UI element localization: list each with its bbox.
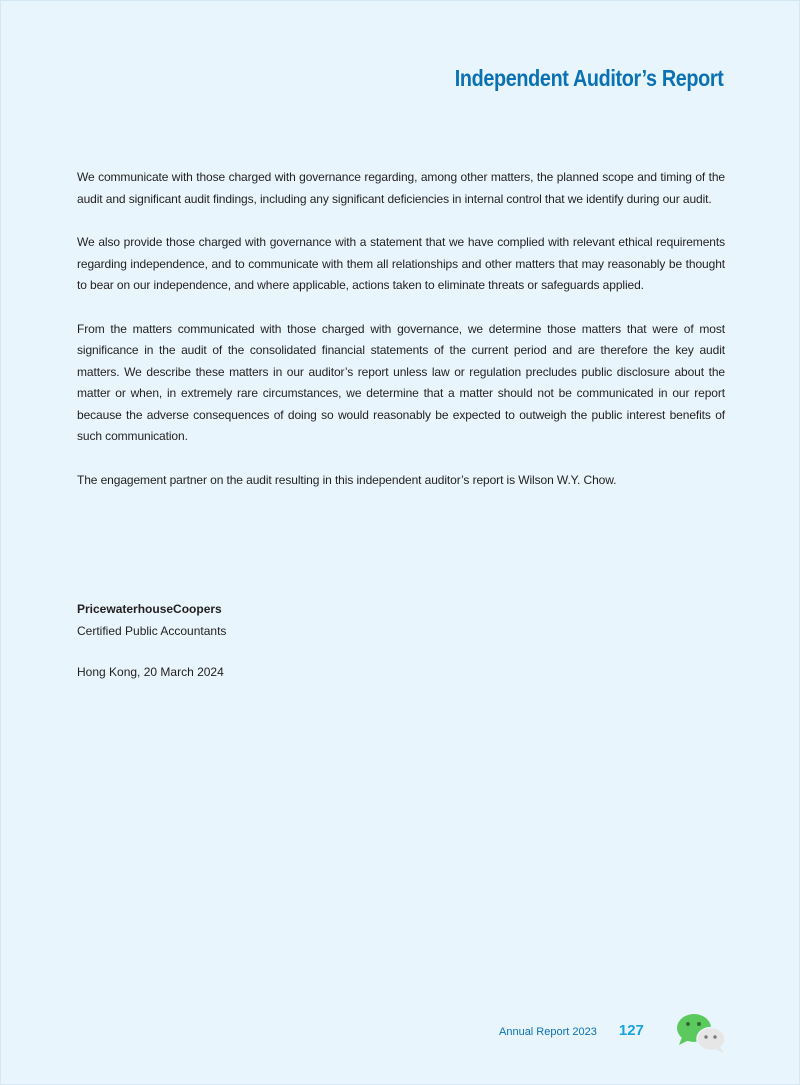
footer-label: Annual Report 2023	[499, 1026, 597, 1038]
paragraph-independence-statement: We also provide those charged with governance with a statement that we have complied with relevant ethical requirements regarding independence, and to communicate with them all relationships and other matters that may reasonably be thought to bear on our independence, and where applicable, actions taken to eliminate threats or safeguards applied.	[77, 235, 725, 292]
page-number: 127	[618, 1022, 644, 1039]
place-and-date: Hong Kong, 20 March 2024	[77, 665, 224, 679]
page-title: Independent Auditor’s Report	[454, 65, 723, 91]
chat-bubbles-icon	[676, 1011, 728, 1055]
signature-block	[77, 599, 226, 684]
firm-designation: Certified Public Accountants	[77, 623, 227, 638]
page-footer	[499, 1022, 644, 1039]
paragraph-governance-communication: We communicate with those charged with governance regarding, among other matters, the planned scope and timing of the audit and significant audit findings, including any significant deficiencies in internal control that we identify during our audit.	[77, 170, 725, 206]
paragraph-key-audit-matters: From the matters communicated with those charged with governance, we determine those matters that were of most significance in the audit of the consolidated financial statements of the current period and are therefore the key audit matters. We describe these matters in our auditor’s report unless law or regulation precludes public disclosure about the matter or when, in extremely rare circumstances, we determine that a matter should not be communicated in our report because the adverse consequences of doing so would reasonably be expected to outweigh the public interest benefits of such communication.	[77, 321, 725, 443]
paragraph-engagement-partner: The engagement partner on the audit resulting in this independent auditor’s report is Wilson W.Y. Chow.	[77, 472, 617, 487]
report-body	[77, 167, 725, 513]
firm-name: PricewaterhouseCoopers	[77, 602, 222, 616]
